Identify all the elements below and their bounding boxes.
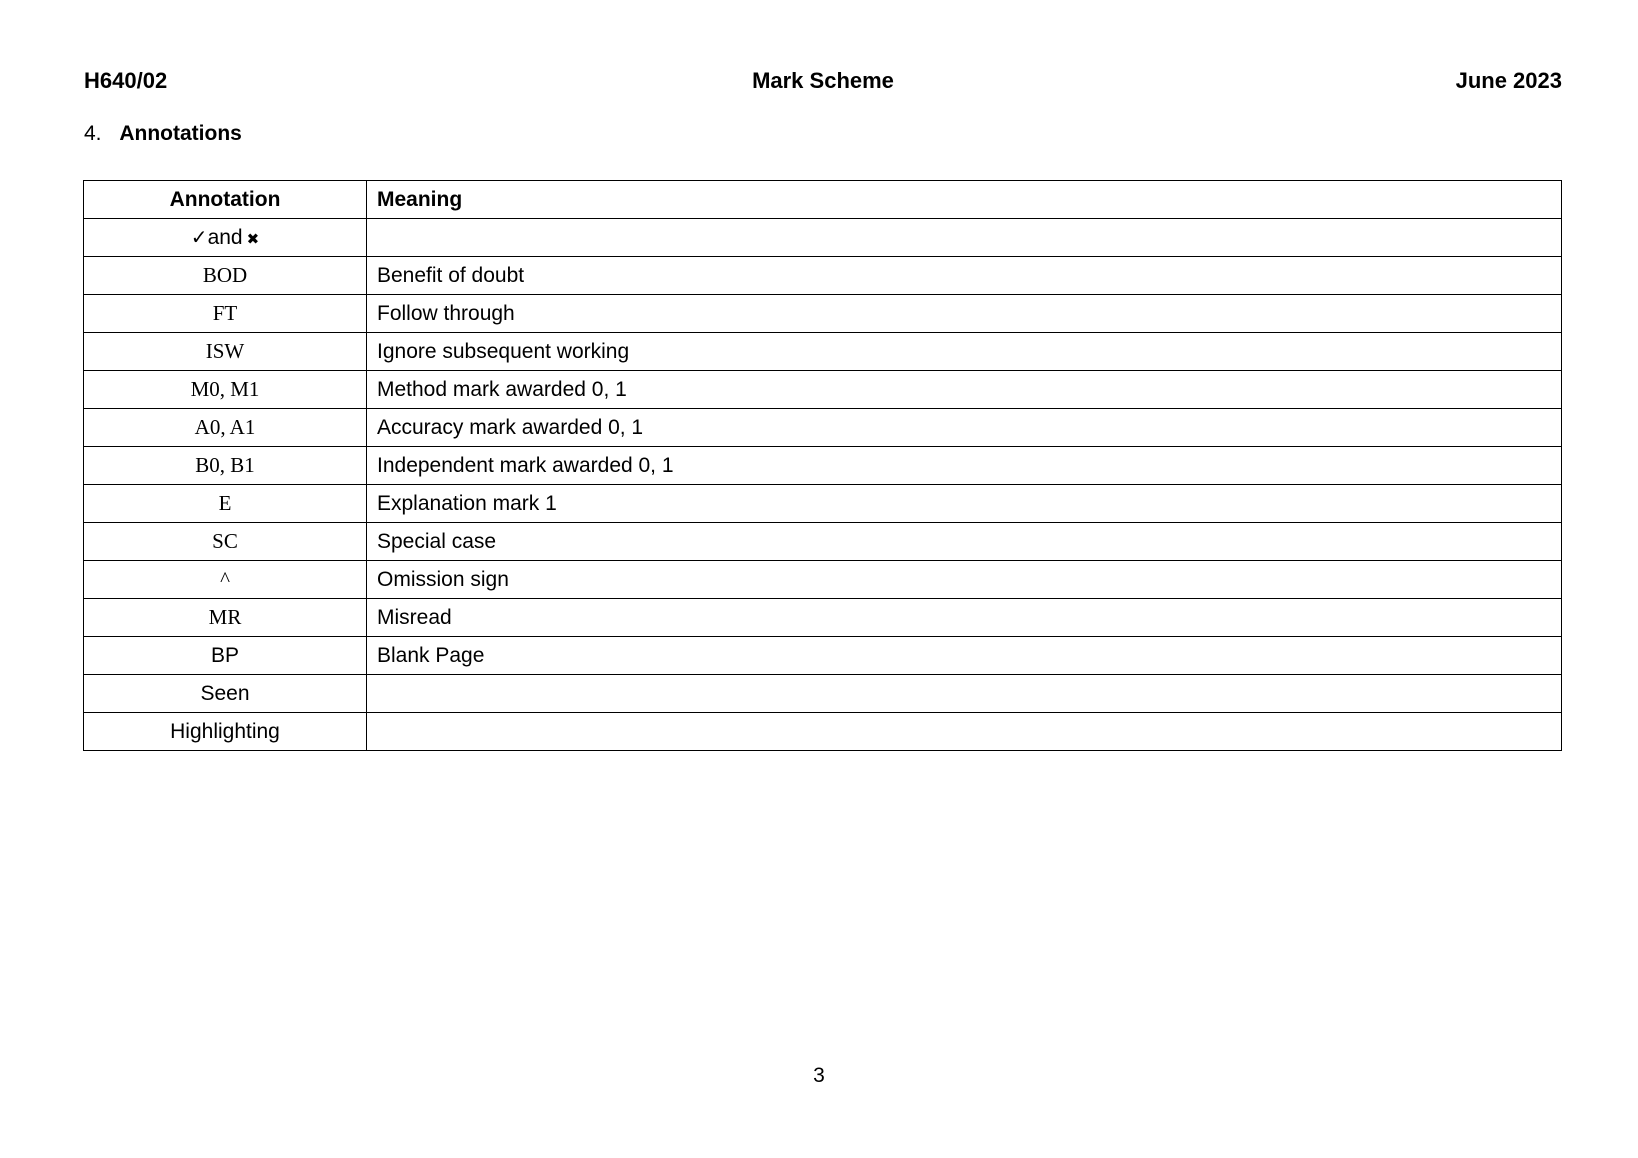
exam-date: June 2023	[1455, 68, 1562, 93]
tick-icon: ✓	[190, 225, 208, 249]
annotation-cell: MR	[84, 599, 367, 637]
annotation-cell: B0, B1	[84, 447, 367, 485]
table-row	[84, 637, 1562, 675]
meaning-cell: Benefit of doubt	[367, 257, 1562, 295]
table-row-tick-cross	[84, 219, 1562, 257]
table-row	[84, 333, 1562, 371]
section-title: Annotations	[119, 122, 242, 145]
cross-icon: ✖	[246, 230, 260, 248]
table-row	[84, 675, 1562, 713]
meaning-cell: Follow through	[367, 295, 1562, 333]
meaning-cell: Explanation mark 1	[367, 485, 1562, 523]
table-row	[84, 599, 1562, 637]
meaning-cell: Special case	[367, 523, 1562, 561]
table-row	[84, 485, 1562, 523]
table-row	[84, 371, 1562, 409]
table-row	[84, 295, 1562, 333]
annotation-cell-tick-cross	[84, 219, 367, 257]
column-header-meaning: Meaning	[367, 181, 1562, 219]
annotations-table	[83, 180, 1562, 751]
meaning-cell: Blank Page	[367, 637, 1562, 675]
meaning-cell: Accuracy mark awarded 0, 1	[367, 409, 1562, 447]
page-header	[84, 68, 1562, 98]
table-row	[84, 257, 1562, 295]
meaning-cell: Method mark awarded 0, 1	[367, 371, 1562, 409]
page-number: 3	[813, 1064, 825, 1087]
annotation-cell: FT	[84, 295, 367, 333]
annotation-cell: ^	[84, 561, 367, 599]
paper-code: H640/02	[84, 68, 168, 93]
column-header-annotation: Annotation	[84, 181, 367, 219]
table-row	[84, 409, 1562, 447]
table-header-row	[84, 181, 1562, 219]
annotation-cell: BOD	[84, 257, 367, 295]
annotation-cell: E	[84, 485, 367, 523]
meaning-cell: Ignore subsequent working	[367, 333, 1562, 371]
annotation-cell: Seen	[84, 675, 367, 713]
annotation-cell: A0, A1	[84, 409, 367, 447]
annotation-cell: M0, M1	[84, 371, 367, 409]
annotation-cell: Highlighting	[84, 713, 367, 751]
meaning-cell: Misread	[367, 599, 1562, 637]
table-row	[84, 713, 1562, 751]
section-heading	[84, 122, 242, 146]
table-row	[84, 523, 1562, 561]
meaning-cell: Independent mark awarded 0, 1	[367, 447, 1562, 485]
meaning-cell	[367, 675, 1562, 713]
meaning-cell	[367, 219, 1562, 257]
section-number: 4.	[84, 122, 102, 145]
meaning-cell: Omission sign	[367, 561, 1562, 599]
annotation-cell: ISW	[84, 333, 367, 371]
tick-cross-word: and	[207, 226, 243, 249]
table-row	[84, 561, 1562, 599]
table-row	[84, 447, 1562, 485]
meaning-cell	[367, 713, 1562, 751]
annotation-cell: SC	[84, 523, 367, 561]
table-body	[84, 219, 1562, 751]
document-title: Mark Scheme	[752, 68, 894, 93]
annotation-cell: BP	[84, 637, 367, 675]
